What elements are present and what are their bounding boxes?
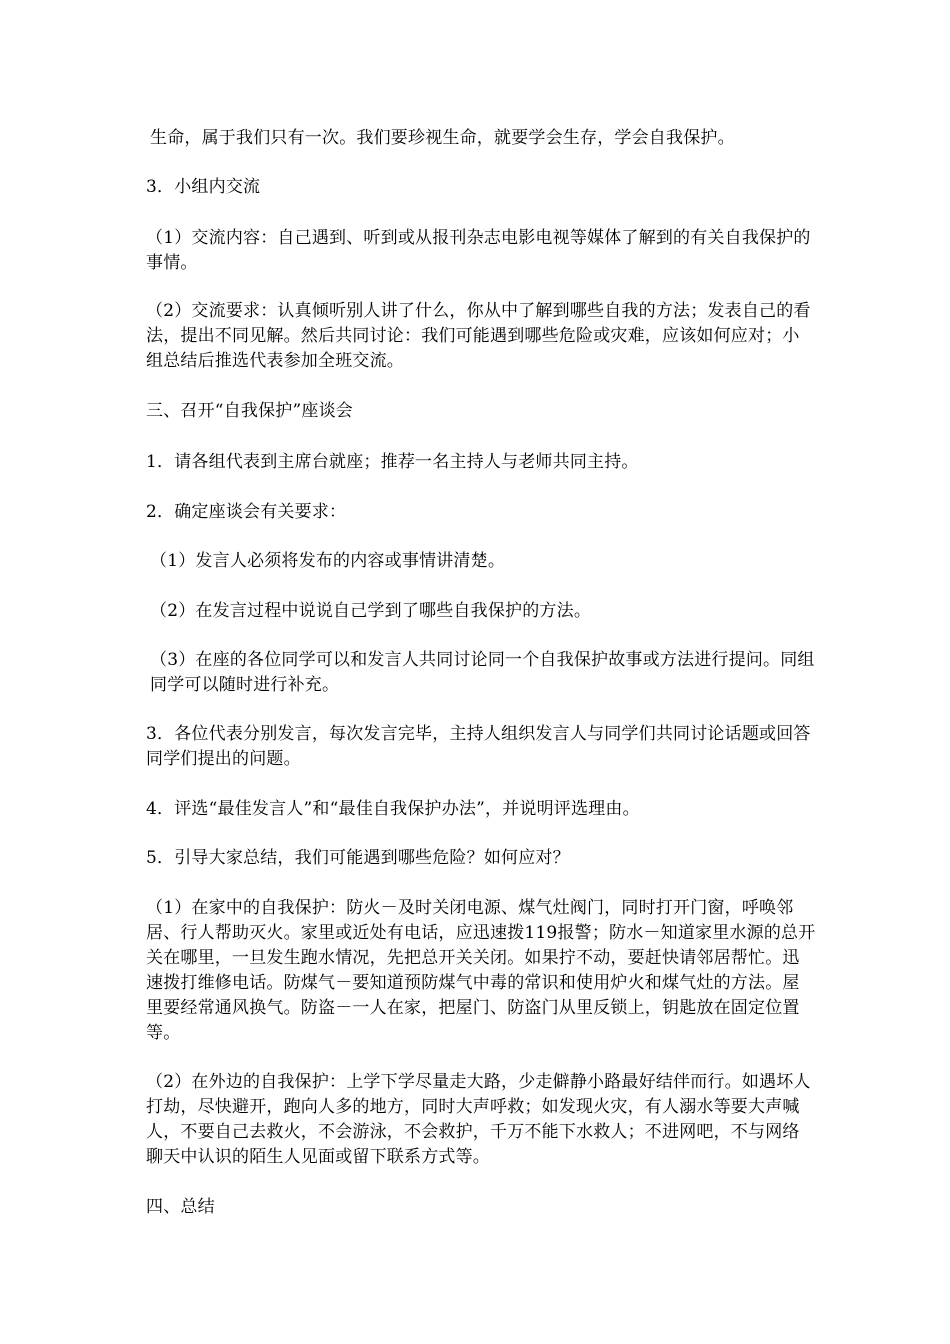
paragraph-step-two: 2．确定座谈会有关要求： (146, 502, 347, 522)
paragraph-requirement-3: （3）在座的各位同学可以和发言人共同讨论同一个自我保护故事或方法进行提问。同组同学可以随时进行补充。 (150, 650, 815, 695)
paragraph-requirement-2: （2）在发言过程中说说自己学到了哪些自我保护的方法。 (150, 601, 592, 621)
paragraph-life-intro: 生命，属于我们只有一次。我们要珍视生命，就要学会生存，学会自我保护。 (150, 128, 735, 148)
paragraph-home-protection: （1）在家中的自我保护：防火－及时关闭电源、煤气灶阀门，同时打开门窗，呼唤邻居、行人帮助灭火。家里或近处有电话，应迅速拨119报警；防水－知道家里水源的总开关在哪里，一旦发生跑水情况，先把总开关关闭。如果拧不动，要赶快请邻居帮忙。迅速拨打维修电话。防煤气－要知道预防煤气中毒的常识和使用炉火和煤气灶的方法。屋里要经常通风换气。防盗－一人在家，把屋门、防盗门从里反锁上，钥匙放在固定位置等。 (146, 898, 816, 1043)
paragraph-step-three: 3．各位代表分别发言，每次发言完毕，主持人组织发言人与同学们共同讨论话题或回答同学们提出的问题。 (146, 724, 811, 769)
paragraph-step-five: 5．引导大家总结，我们可能遇到哪些危险？如何应对？ (146, 848, 570, 868)
heading-group-exchange: 3．小组内交流 (146, 177, 261, 197)
heading-section-four: 四、总结 (146, 1197, 215, 1217)
paragraph-step-four: 4．评选“最佳发言人”和“最佳自我保护办法”，并说明评选理由。 (146, 799, 640, 819)
paragraph-outside-protection: （2）在外边的自我保护：上学下学尽量走大路，少走僻静小路最好结伴而行。如遇坏人打劫，尽快避开，跑向人多的地方，同时大声呼救；如发现火灾，有人溺水等要大声喊人，不要自己去救火，不会游泳，不会救护，千万不能下水救人；不进网吧，不与网络聊天中认识的陌生人见面或留下联系方式等。 (146, 1072, 811, 1167)
heading-section-three: 三、召开“自我保护”座谈会 (146, 401, 353, 421)
paragraph-exchange-requirements: （2）交流要求：认真倾听别人讲了什么，你从中了解到哪些自我的方法；发表自己的看法，提出不同见解。然后共同讨论：我们可能遇到哪些危险或灾难，应该如何应对；小组总结后推选代表参加全班交流。 (146, 301, 811, 371)
paragraph-requirement-1: （1）发言人必须将发布的内容或事情讲清楚。 (150, 551, 506, 571)
paragraph-exchange-content: （1）交流内容：自己遇到、听到或从报刊杂志电影电视等媒体了解到的有关自我保护的事情。 (146, 228, 811, 273)
paragraph-step-one: 1．请各组代表到主席台就座；推荐一名主持人与老师共同主持。 (146, 452, 639, 472)
